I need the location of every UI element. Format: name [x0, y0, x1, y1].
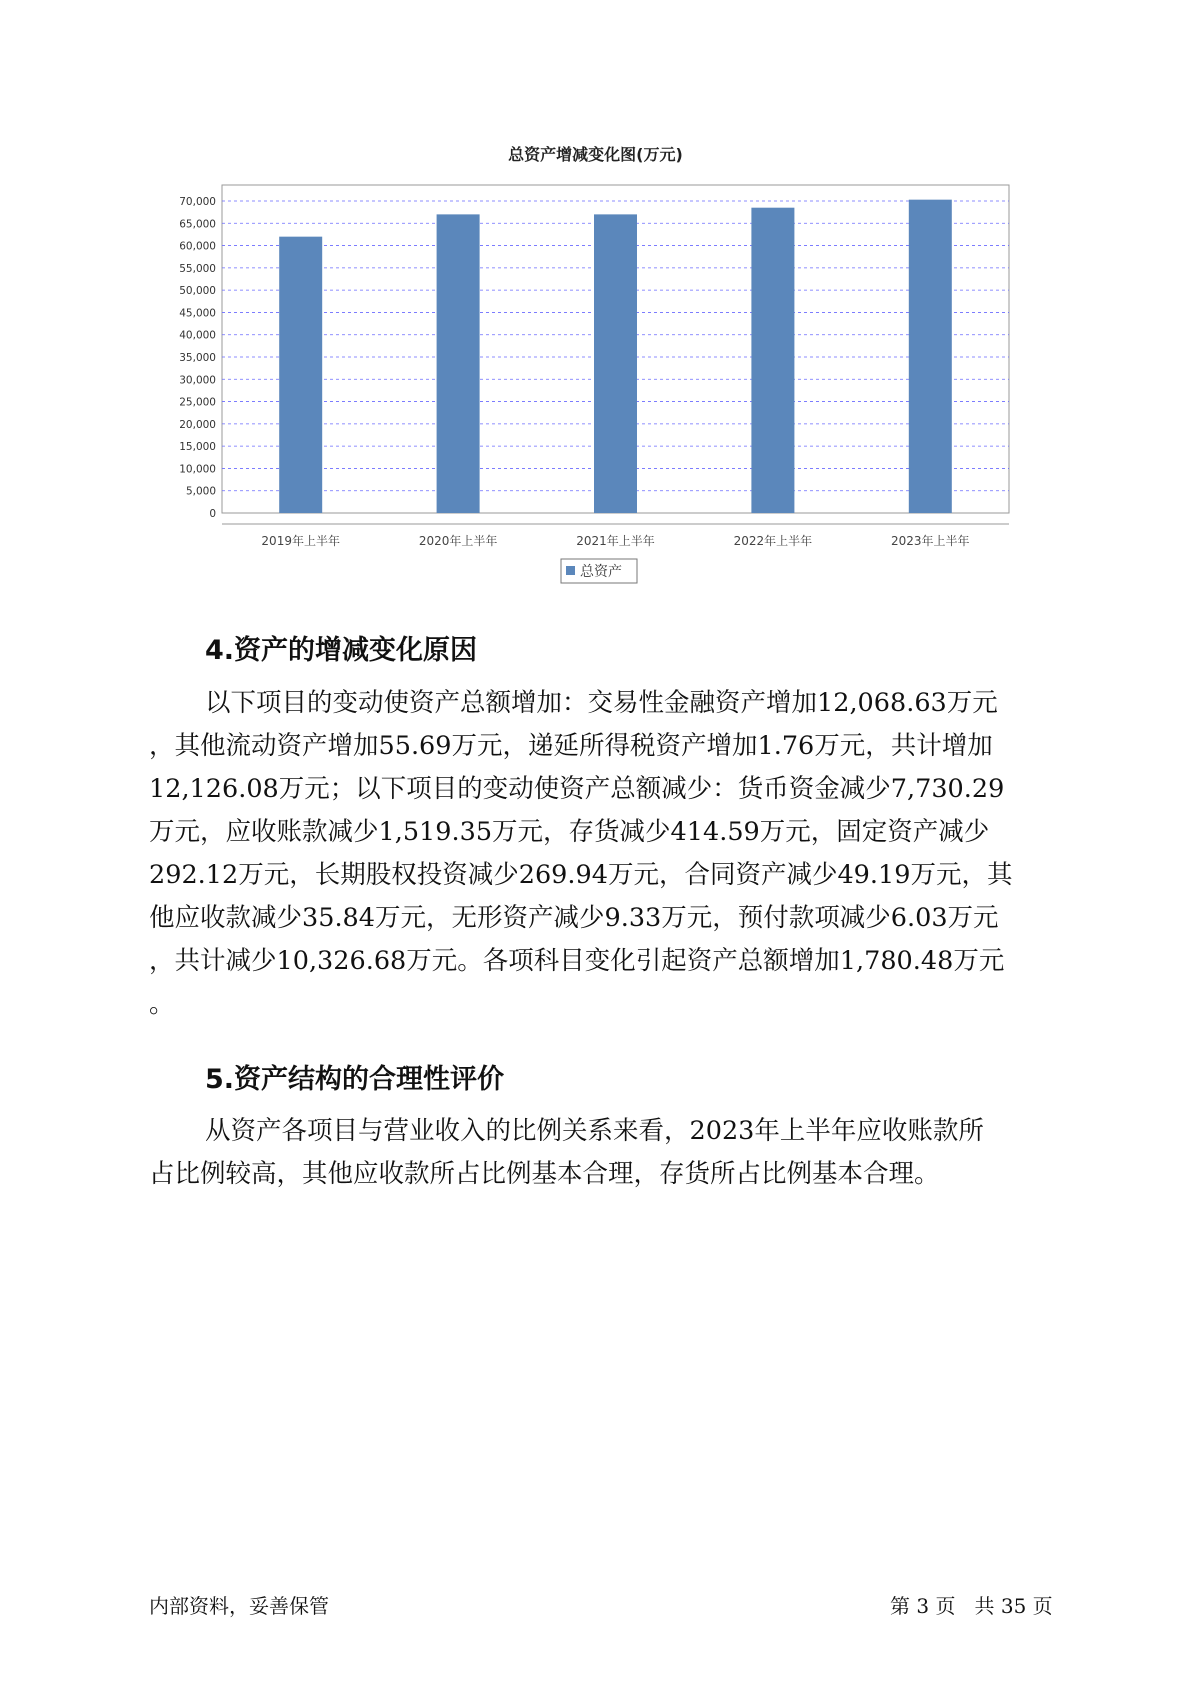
paragraph-line: 万元，应收账款减少1,519.35万元，存货减少414.59万元，固定资产减少: [149, 817, 990, 847]
bar-2020年上半年: [437, 214, 480, 513]
paragraph-line: 占比例较高，其他应收款所占比例基本合理，存货所占比例基本合理。: [149, 1159, 940, 1189]
y-tick-label: 45,000: [179, 307, 216, 320]
paragraph-line: ，其他流动资产增加55.69万元，递延所得税资产增加1.76万元，共计增加: [149, 731, 993, 761]
y-tick-label: 50,000: [179, 285, 216, 298]
x-tick-label: 2023年上半年: [891, 534, 970, 548]
paragraph-line: ，共计减少10,326.68万元。各项科目变化引起资产总额增加1,780.48万元: [149, 946, 1005, 976]
total-assets-bar-chart: [0, 0, 1191, 620]
section-4-paragraph: [149, 682, 1049, 1026]
y-tick-label: 70,000: [179, 196, 216, 208]
y-tick-label: 25,000: [179, 396, 216, 409]
y-tick-label: 5,000: [185, 485, 216, 498]
paragraph-line: 。: [149, 989, 175, 1019]
y-tick-label: 10,000: [179, 463, 216, 476]
x-tick-label: 2021年上半年: [576, 534, 655, 548]
paragraph-line: 他应收款减少35.84万元，无形资产减少9.33万元，预付款项减少6.03万元: [149, 903, 999, 933]
chart-title: 总资产增减变化图(万元): [508, 145, 683, 164]
x-tick-label: 2022年上半年: [733, 534, 813, 548]
bar-2023年上半年: [909, 200, 952, 513]
section-4-heading: 4.资产的增减变化原因: [205, 635, 478, 666]
bar-2021年上半年: [594, 214, 637, 513]
paragraph-line: 从资产各项目与营业收入的比例关系来看，2023年上半年应收账款所: [205, 1116, 984, 1146]
bar-2022年上半年: [751, 208, 794, 513]
footer-page-number: 第 3 页 共 35 页: [890, 1594, 1053, 1618]
x-tick-label: 2019年上半年: [261, 534, 340, 548]
legend-swatch: [566, 566, 575, 575]
y-tick-label: 15,000: [179, 441, 216, 454]
y-tick-label: 40,000: [179, 329, 216, 342]
footer-confidential-note: 内部资料，妥善保管: [149, 1594, 329, 1618]
y-tick-label: 30,000: [179, 374, 216, 387]
y-tick-label: 60,000: [179, 240, 216, 253]
y-tick-label: 65,000: [179, 218, 216, 231]
x-tick-label: 2020年上半年: [418, 534, 498, 548]
y-tick-label: 55,000: [179, 262, 216, 275]
paragraph-line: 以下项目的变动使资产总额增加：交易性金融资产增加12,068.63万元: [205, 688, 998, 718]
section-5-heading: 5.资产结构的合理性评价: [205, 1064, 505, 1095]
paragraph-line: 292.12万元，长期股权投资减少269.94万元，合同资产减少49.19万元，其: [149, 860, 1013, 890]
y-tick-label: 35,000: [179, 352, 216, 364]
legend-label: 总资产: [580, 564, 622, 580]
bar-2019年上半年: [279, 237, 322, 513]
paragraph-line: 12,126.08万元；以下项目的变动使资产总额减少：货币资金减少7,730.29: [149, 774, 1005, 804]
y-tick-label: 20,000: [179, 418, 216, 431]
y-tick-label: 0: [209, 508, 216, 520]
section-5-paragraph: [149, 1110, 1049, 1196]
